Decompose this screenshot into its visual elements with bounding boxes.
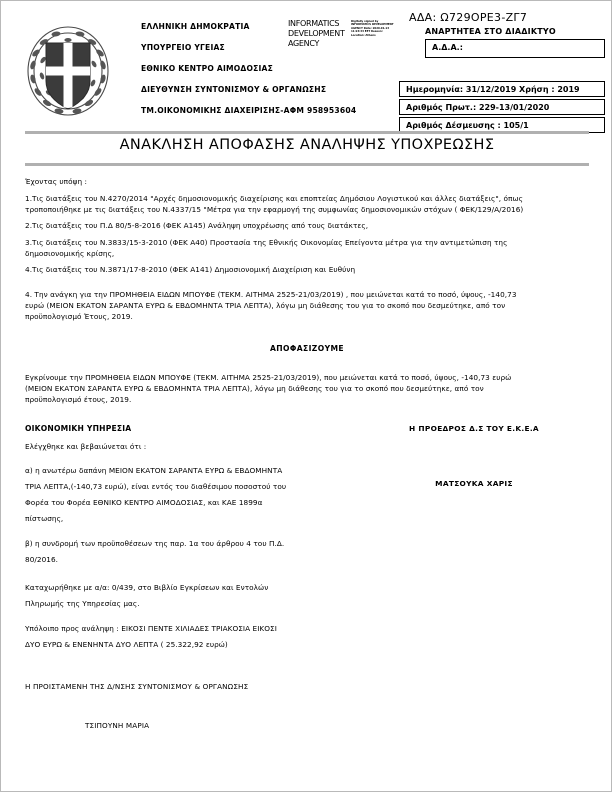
president-signature-block [359, 424, 589, 488]
financial-line-3: ΤΡΙΑ ΛΕΠΤΑ,(-140,73 ευρώ), είναι εντός του διαθέσιμου ποσοστού του [25, 482, 287, 491]
clause-4: 4.Τις διατάξεις του Ν.3871/17-8-2010 (ΦΕΚ Α141) Δημοσιονομική Διαχείριση και Ευθύνη [25, 265, 356, 274]
need-clause-line-3: προϋπολογισμό Έτους, 2019. [25, 311, 133, 321]
head-name: ΤΣΙΠΟΥΝΗ ΜΑΡΙΑ [85, 721, 150, 730]
greek-coat-of-arms-emblem [19, 19, 117, 124]
document-body [25, 177, 589, 730]
org-line-department: ΤΜ.ΟΙΚΟΝΟΜΙΚΗΣ ΔΙΑΧΕΙΡΙΣΗΣ-ΑΦΜ 958953604 [141, 106, 357, 116]
document-header [1, 1, 612, 133]
need-clause-line-1: 4. Την ανάγκη για την ΠΡΟΜΗΘΕΙΑ ΕΙΔΩΝ ΜΠΟΥΦΕ (ΤΕΚΜ. ΑΙΤΗΜΑ 2525-21/03/2019) , που μειώνεται κατά το ποσό, ύψους, -140,73 [25, 289, 517, 299]
org-line-ministry: ΥΠΟΥΡΓΕΙΟ ΥΓΕΙΑΣ [141, 43, 225, 53]
date-field-box: Ημερομηνία: 31/12/2019 Χρήση : 2019 [399, 81, 605, 97]
divider-bottom [25, 163, 589, 166]
decision-line-1: Εγκρίνουμε την ΠΡΟΜΗΘΕΙΑ ΕΙΔΩΝ ΜΠΟΥΦΕ (ΤΕΚΜ. ΑΙΤΗΜΑ 2525-21/03/2019), που μειώνεται κατά το ποσό, ύψους, -140,73 ευρώ [25, 373, 512, 382]
org-line-republic: ΕΛΛΗΝΙΚΗ ΔΗΜΟΚΡΑΤΙΑ [141, 22, 250, 31]
digital-signature-stamp [288, 19, 396, 63]
protocol-field-box: Αριθμός Πρωτ.: 229-13/01/2020 [399, 99, 605, 115]
signature-columns [25, 424, 589, 650]
commitment-field-box: Αριθμός Δέσμευσης : 105/1 [399, 117, 605, 133]
financial-line-2: α) η ανωτέρω δαπάνη ΜΕΙΟΝ ΕΚΑΤΟΝ ΣΑΡΑΝΤΑ ΕΥΡΩ & ΕΒΔΟΜΗΝΤΑ [25, 466, 283, 475]
anartitea-label: ΑΝΑΡΤΗΤΕΑ ΣΤΟ ΔΙΑΔΙΚΤΥΟ [425, 27, 556, 36]
signature-details-text: Digitally signed by INFORMATICS DEVELOPMENT AGENCY Date: 2020.01.13 11:24:33 EET Reason: Location: Athens [351, 20, 394, 37]
org-line-directorate: ΔΙΕΥΘΥΝΣΗ ΣΥΝΤΟΝΙΣΜΟΥ & ΟΡΓΑΝΩΣΗΣ [141, 85, 327, 95]
financial-line-11: ΔΥΟ ΕΥΡΩ & ΕΝΕΝΗΝΤΑ ΔΥΟ ΛΕΠΤΑ ( 25.322,92 ευρώ) [25, 639, 228, 649]
intro-text: Έχοντας υπόψη : [25, 177, 88, 186]
financial-service-block [25, 424, 355, 650]
divider-top [25, 131, 589, 134]
financial-line-7: 80/2016. [25, 554, 59, 564]
financial-line-1: Ελέγχθηκε και βεβαιώνεται ότι : [25, 441, 147, 451]
clause-3b: δημοσιονομικής κρίσης, [25, 248, 115, 258]
ada-code: ΑΔΑ: Ω729ΟΡΕ3-ΖΓ7 [409, 11, 528, 24]
clause-2: 2.Τις διατάξεις του Π.Δ 80/5-8-2016 (ΦΕΚ Α145) Ανάληψη υποχρέωσης από τους διατάκτες, [25, 221, 369, 230]
financial-line-9: Πληρωμής της Υπηρεσίας μας. [25, 599, 140, 608]
ada-field-box: Α.Δ.Α.: [425, 39, 605, 58]
decision-line-2: (ΜΕΙΟΝ ΕΚΑΤΟΝ ΣΑΡΑΝΤΑ ΕΥΡΩ & ΕΒΔΟΜΗΝΤΑ ΤΡΙΑ ΛΕΠΤΑ), λόγω μη διάθεσης του για το σκοπό που δεσμεύτηκε, από τον [25, 384, 484, 393]
need-clause-line-2: ευρώ (ΜΕΙΟΝ ΕΚΑΤΟΝ ΣΑΡΑΝΤΑ ΕΥΡΩ & ΕΒΔΟΜΗΝΤΑ ΤΡΙΑ ΛΕΠΤΑ), λόγω μη διάθεσης του για το σκοπό που δεσμεύτηκε, από τον [25, 300, 506, 310]
financial-line-4: Φορέα του Φορέα ΕΘΝΙΚΟ ΚΕΝΤΡΟ ΑΙΜΟΔΟΣΙΑΣ, και ΚΑΕ 1899α [25, 498, 263, 507]
president-title: Η ΠΡΟΕΔΡΟΣ Δ.Σ ΤΟΥ Ε.Κ.Ε.Α [409, 423, 539, 433]
financial-line-10: Υπόλοιπο προς ανάληψη : ΕΙΚΟΣΙ ΠΕΝΤΕ ΧΙΛΙΑΔΕΣ ΤΡΙΑΚΟΣΙΑ ΕΙΚΟΣΙ [25, 623, 277, 633]
clause-1b: τροποποιήθηκε με τις διατάξεις του Ν.4337/15 "Μέτρα για την εφαρμογή της συμφωνίας δημοσιονομικών στόχων ( ΦΕΚ/129/Α/2016) [25, 204, 524, 214]
financial-service-heading: ΟΙΚΟΝΟΜΙΚΗ ΥΠΗΡΕΣΙΑ [25, 423, 132, 433]
financial-line-8: Καταχωρήθηκε με α/α: 0/439, στο Βιβλίο Εγκρίσεων και Εντολών [25, 583, 269, 592]
signature-agency-name: INFORMATICS DEVELOPMENT AGENCY [288, 19, 345, 48]
page-title: ΑΝΑΚΛΗΣΗ ΑΠΟΦΑΣΗΣ ΑΝΑΛΗΨΗΣ ΥΠΟΧΡΕΩΣΗΣ [119, 137, 495, 153]
financial-line-6: β) η συνδρομή των προϋποθέσεων της παρ. 1α του άρθρου 4 του Π.Δ. [25, 538, 285, 548]
decision-heading: ΑΠΟΦΑΣΙΖΟΥΜΕ [269, 344, 345, 353]
financial-line-5: πίστωσης, [25, 514, 64, 523]
head-title: Η ΠΡΟΙΣΤΑΜΕΝΗ ΤΗΣ Δ/ΝΣΗΣ ΣΥΝΤΟΝΙΣΜΟΥ & ΟΡΓΑΝΩΣΗΣ [25, 682, 249, 691]
decision-line-3: προϋπολογισμό έτους, 2019. [25, 395, 132, 404]
clause-1: 1.Τις διατάξεις του Ν.4270/2014 "Αρχές δημοσιονομικής διαχείρισης και εποπτείας Δημόσιου Λογιστικού και άλλες διατάξεις", όπως [25, 193, 523, 203]
head-signature-block [25, 682, 589, 730]
clause-3: 3.Τις διατάξεις του Ν.3833/15-3-2010 (ΦΕΚ Α40) Προστασία της Εθνικής Οικονομίας Επείγοντα μέτρα για την αντιμετώπιση της [25, 237, 508, 247]
president-name: ΜΑΤΣΟΥΚΑ ΧΑΡΙΣ [435, 478, 513, 488]
org-line-center: ΕΘΝΙΚΟ ΚΕΝΤΡΟ ΑΙΜΟΔΟΣΙΑΣ [141, 64, 274, 74]
